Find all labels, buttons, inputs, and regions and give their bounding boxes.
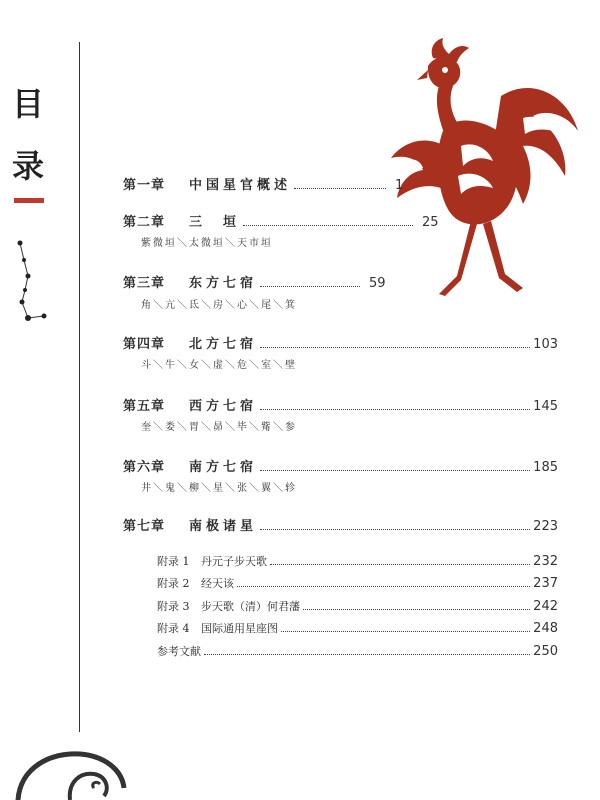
appendix-label: 附录 2: [157, 577, 190, 590]
page-number: 103: [533, 337, 558, 352]
appendix-title: 经天该: [201, 577, 234, 590]
chapter-stars: 井＼鬼＼柳＼星＼张＼翼＼轸: [141, 483, 297, 494]
dot-leader: [237, 586, 530, 587]
dot-leader: [204, 654, 530, 655]
dot-leader: [260, 286, 360, 287]
page-number: 59: [369, 276, 386, 291]
star-chain-icon: [8, 238, 48, 333]
phoenix-papercut: [383, 36, 583, 306]
dot-leader: [281, 631, 530, 632]
dot-leader: [260, 347, 530, 348]
chapter-title: 北方七宿: [189, 337, 258, 352]
page-number: 145: [533, 399, 558, 414]
appendix-label: 附录 1: [157, 555, 190, 568]
chapter-label: 第二章: [123, 215, 166, 230]
dot-leader: [270, 564, 530, 565]
page-number: 242: [533, 599, 558, 614]
chapter-stars: 斗＼牛＼女＼虚＼危＼室＼壁: [141, 360, 297, 371]
chapter-stars: 角＼亢＼氐＼房＼心＼尾＼箕: [141, 300, 297, 311]
page-number: 185: [533, 460, 558, 475]
chapter-label: 第六章: [123, 460, 166, 475]
chapter-stars: 奎＼娄＼胃＼昴＼毕＼觜＼参: [141, 422, 297, 433]
dot-leader: [260, 409, 530, 410]
chapter-title: 南极诸星: [189, 519, 258, 534]
dot-leader: [260, 470, 530, 471]
page-number: 237: [533, 576, 558, 591]
toc-appendix-4[interactable]: [157, 620, 558, 636]
page-number: 250: [533, 644, 558, 659]
toc-chapter-5[interactable]: [123, 395, 558, 414]
appendix-title: 国际通用星座图: [201, 622, 278, 635]
toc-chapter-3[interactable]: [123, 272, 558, 291]
chapter-label: 第四章: [123, 337, 166, 352]
dot-leader: [303, 609, 530, 610]
vertical-rule: [79, 42, 80, 732]
toc-chapter-4[interactable]: [123, 333, 558, 352]
swirl-icon: [10, 738, 140, 800]
dot-leader: [294, 188, 386, 189]
page-number: 1: [395, 178, 404, 193]
appendix-label: 附录 3: [157, 600, 190, 613]
chapter-stars: 紫微垣＼太微垣＼天市垣: [141, 238, 273, 249]
chapter-label: 第七章: [123, 519, 166, 534]
references-title: 参考文献: [157, 645, 201, 658]
toc-appendix-1[interactable]: [157, 553, 558, 569]
page-number: 223: [533, 519, 558, 534]
page-number: 232: [533, 554, 558, 569]
toc-chapter-2[interactable]: [123, 211, 558, 230]
page-number: 248: [533, 621, 558, 636]
chapter-title: 南方七宿: [189, 460, 258, 475]
dot-leader: [260, 529, 530, 530]
chapter-title: 三 垣: [189, 215, 241, 230]
toc-references[interactable]: [157, 643, 558, 659]
toc-title-char-1: 目: [12, 85, 45, 123]
appendix-label: 附录 4: [157, 622, 190, 635]
toc-chapter-1[interactable]: [123, 174, 558, 193]
red-accent-bar: [14, 198, 44, 203]
toc-chapter-7[interactable]: [123, 515, 558, 534]
toc-appendix-2[interactable]: [157, 575, 558, 591]
chapter-label: 第一章: [123, 178, 166, 193]
appendix-title: 丹元子步天歌: [201, 555, 267, 568]
page-number: 25: [422, 215, 439, 230]
toc-appendix-3[interactable]: [157, 598, 558, 614]
chapter-title: 中国星官概述: [189, 178, 292, 193]
toc-chapter-6[interactable]: [123, 456, 558, 475]
appendix-title: 步天歌（清）何君藩: [201, 600, 300, 613]
dot-leader: [243, 225, 413, 226]
chapter-title: 东方七宿: [189, 276, 258, 291]
chapter-label: 第五章: [123, 399, 166, 414]
chapter-label: 第三章: [123, 276, 166, 291]
chapter-title: 西方七宿: [189, 399, 258, 414]
toc-title-char-2: 录: [12, 147, 45, 185]
